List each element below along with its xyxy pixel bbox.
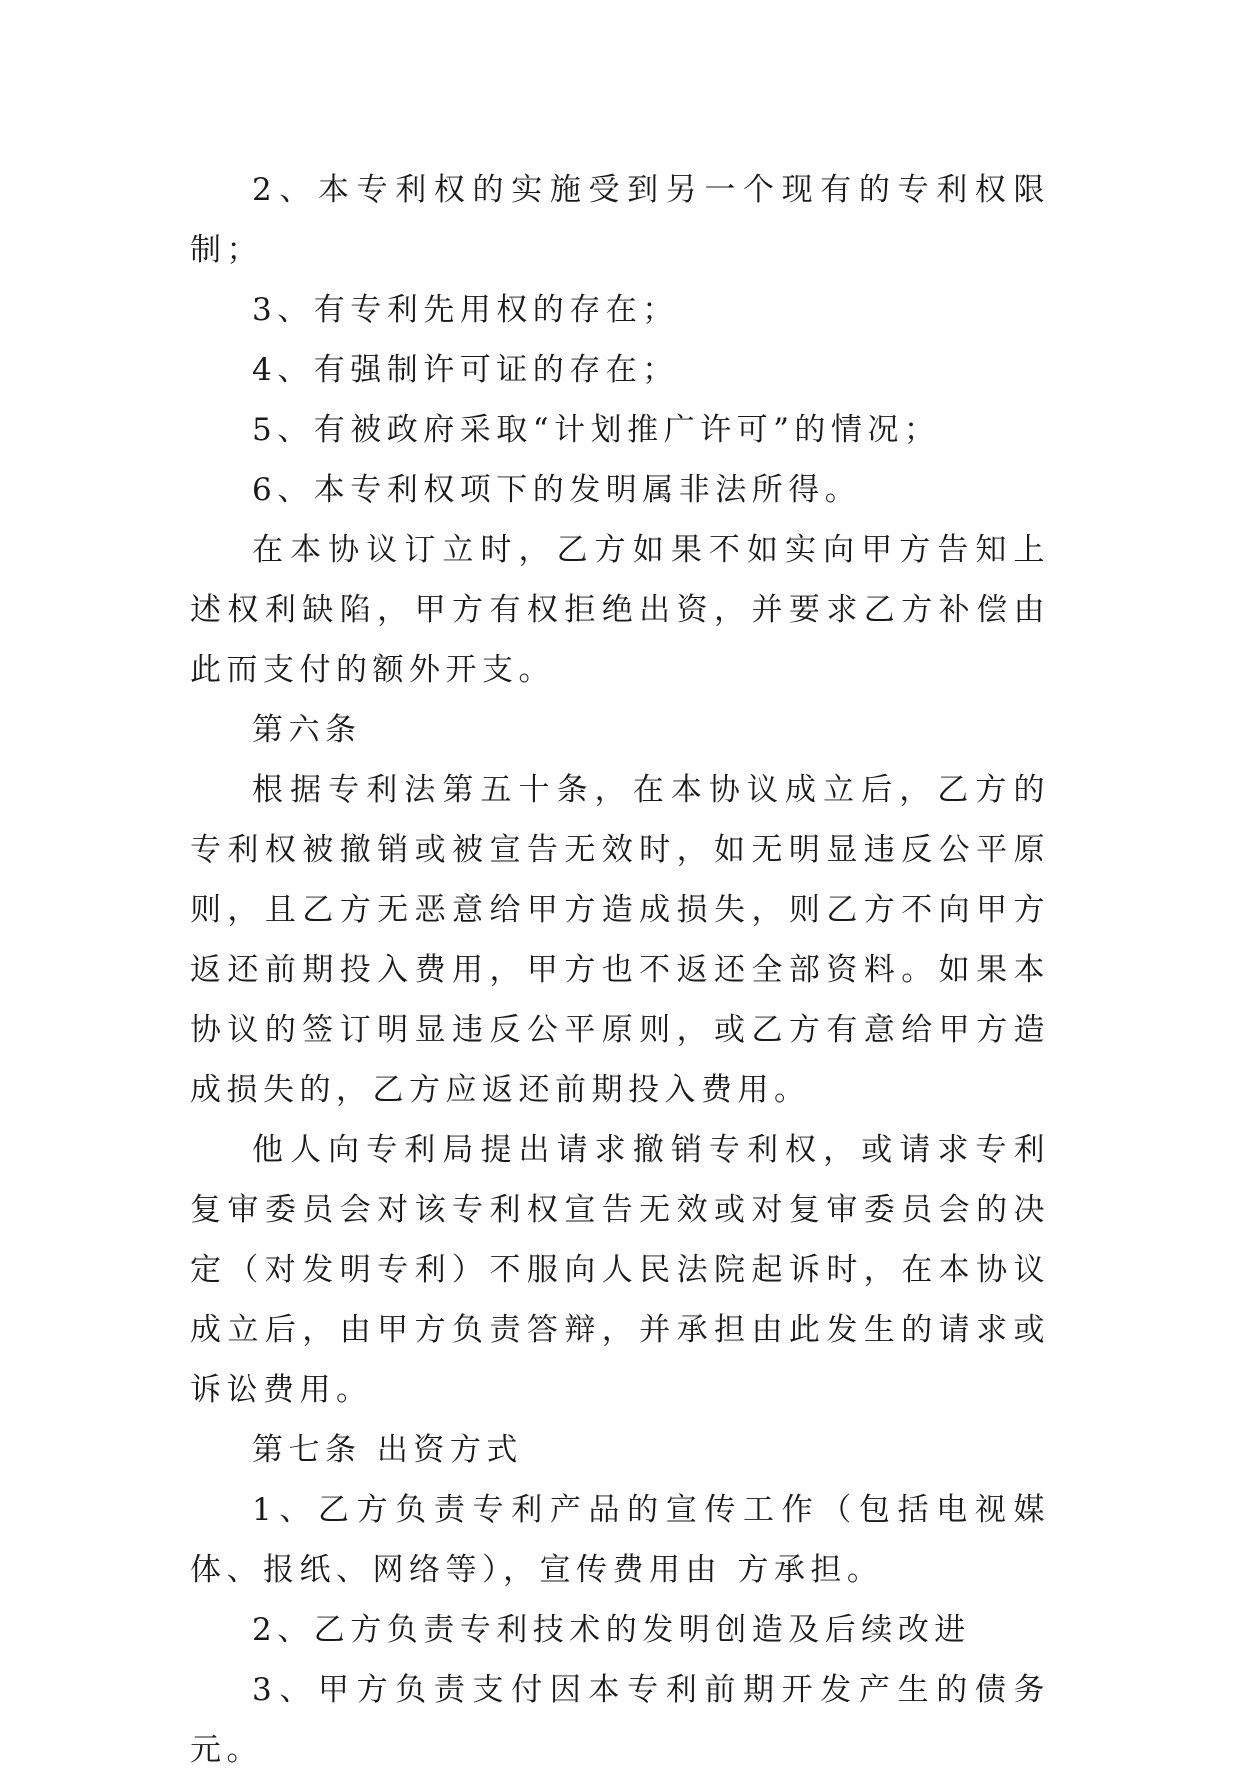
- clause-item-2: 2、本专利权的实施受到另一个现有的专利权限制；: [190, 172, 1050, 268]
- investment-item-3: 3、甲方负责支付因本专利前期开发产生的债务 元。: [190, 1672, 1050, 1768]
- article-six-heading: 第六条: [252, 712, 362, 748]
- clause-item-6: 6、本专利权项下的发明属非法所得。: [252, 472, 862, 508]
- paragraph-revocation: 根据专利法第五十条，在本协议成立后，乙方的专利权被撤销或被宣告无效时，如无明显违反公平原则，且乙方无恶意给甲方造成损失，则乙方不向甲方返还前期投入费用，甲方也不返还全部资料。如果本协议的签订明显违反公平原则，或乙方有意给甲方造成损失的，乙方应返还前期投入费用。: [190, 772, 1050, 1108]
- paragraph-third-party-request: 他人向专利局提出请求撤销专利权，或请求专利复审委员会对该专利权宣告无效或对复审委员会的决定（对发明专利）不服向人民法院起诉时，在本协议成立后，由甲方负责答辩，并承担由此发生的请求或诉讼费用。: [190, 1132, 1050, 1408]
- clause-item-3: 3、有专利先用权的存在；: [252, 292, 679, 328]
- clause-item-5: 5、有被政府采取“计划推广许可”的情况；: [252, 412, 941, 448]
- article-seven-heading: 第七条 出资方式: [252, 1432, 523, 1468]
- document-body: [190, 160, 1050, 1780]
- investment-item-1: 1、乙方负责专利产品的宣传工作（包括电视媒体、报纸、网络等），宣传费用由 方承担。: [190, 1492, 1050, 1588]
- clause-item-4: 4、有强制许可证的存在；: [252, 352, 679, 388]
- paragraph-defect-disclosure: 在本协议订立时，乙方如果不如实向甲方告知上述权利缺陷，甲方有权拒绝出资，并要求乙方补偿由此而支付的额外开支。: [190, 532, 1050, 688]
- investment-item-2: 2、乙方负责专利技术的发明创造及后续改进: [252, 1612, 971, 1648]
